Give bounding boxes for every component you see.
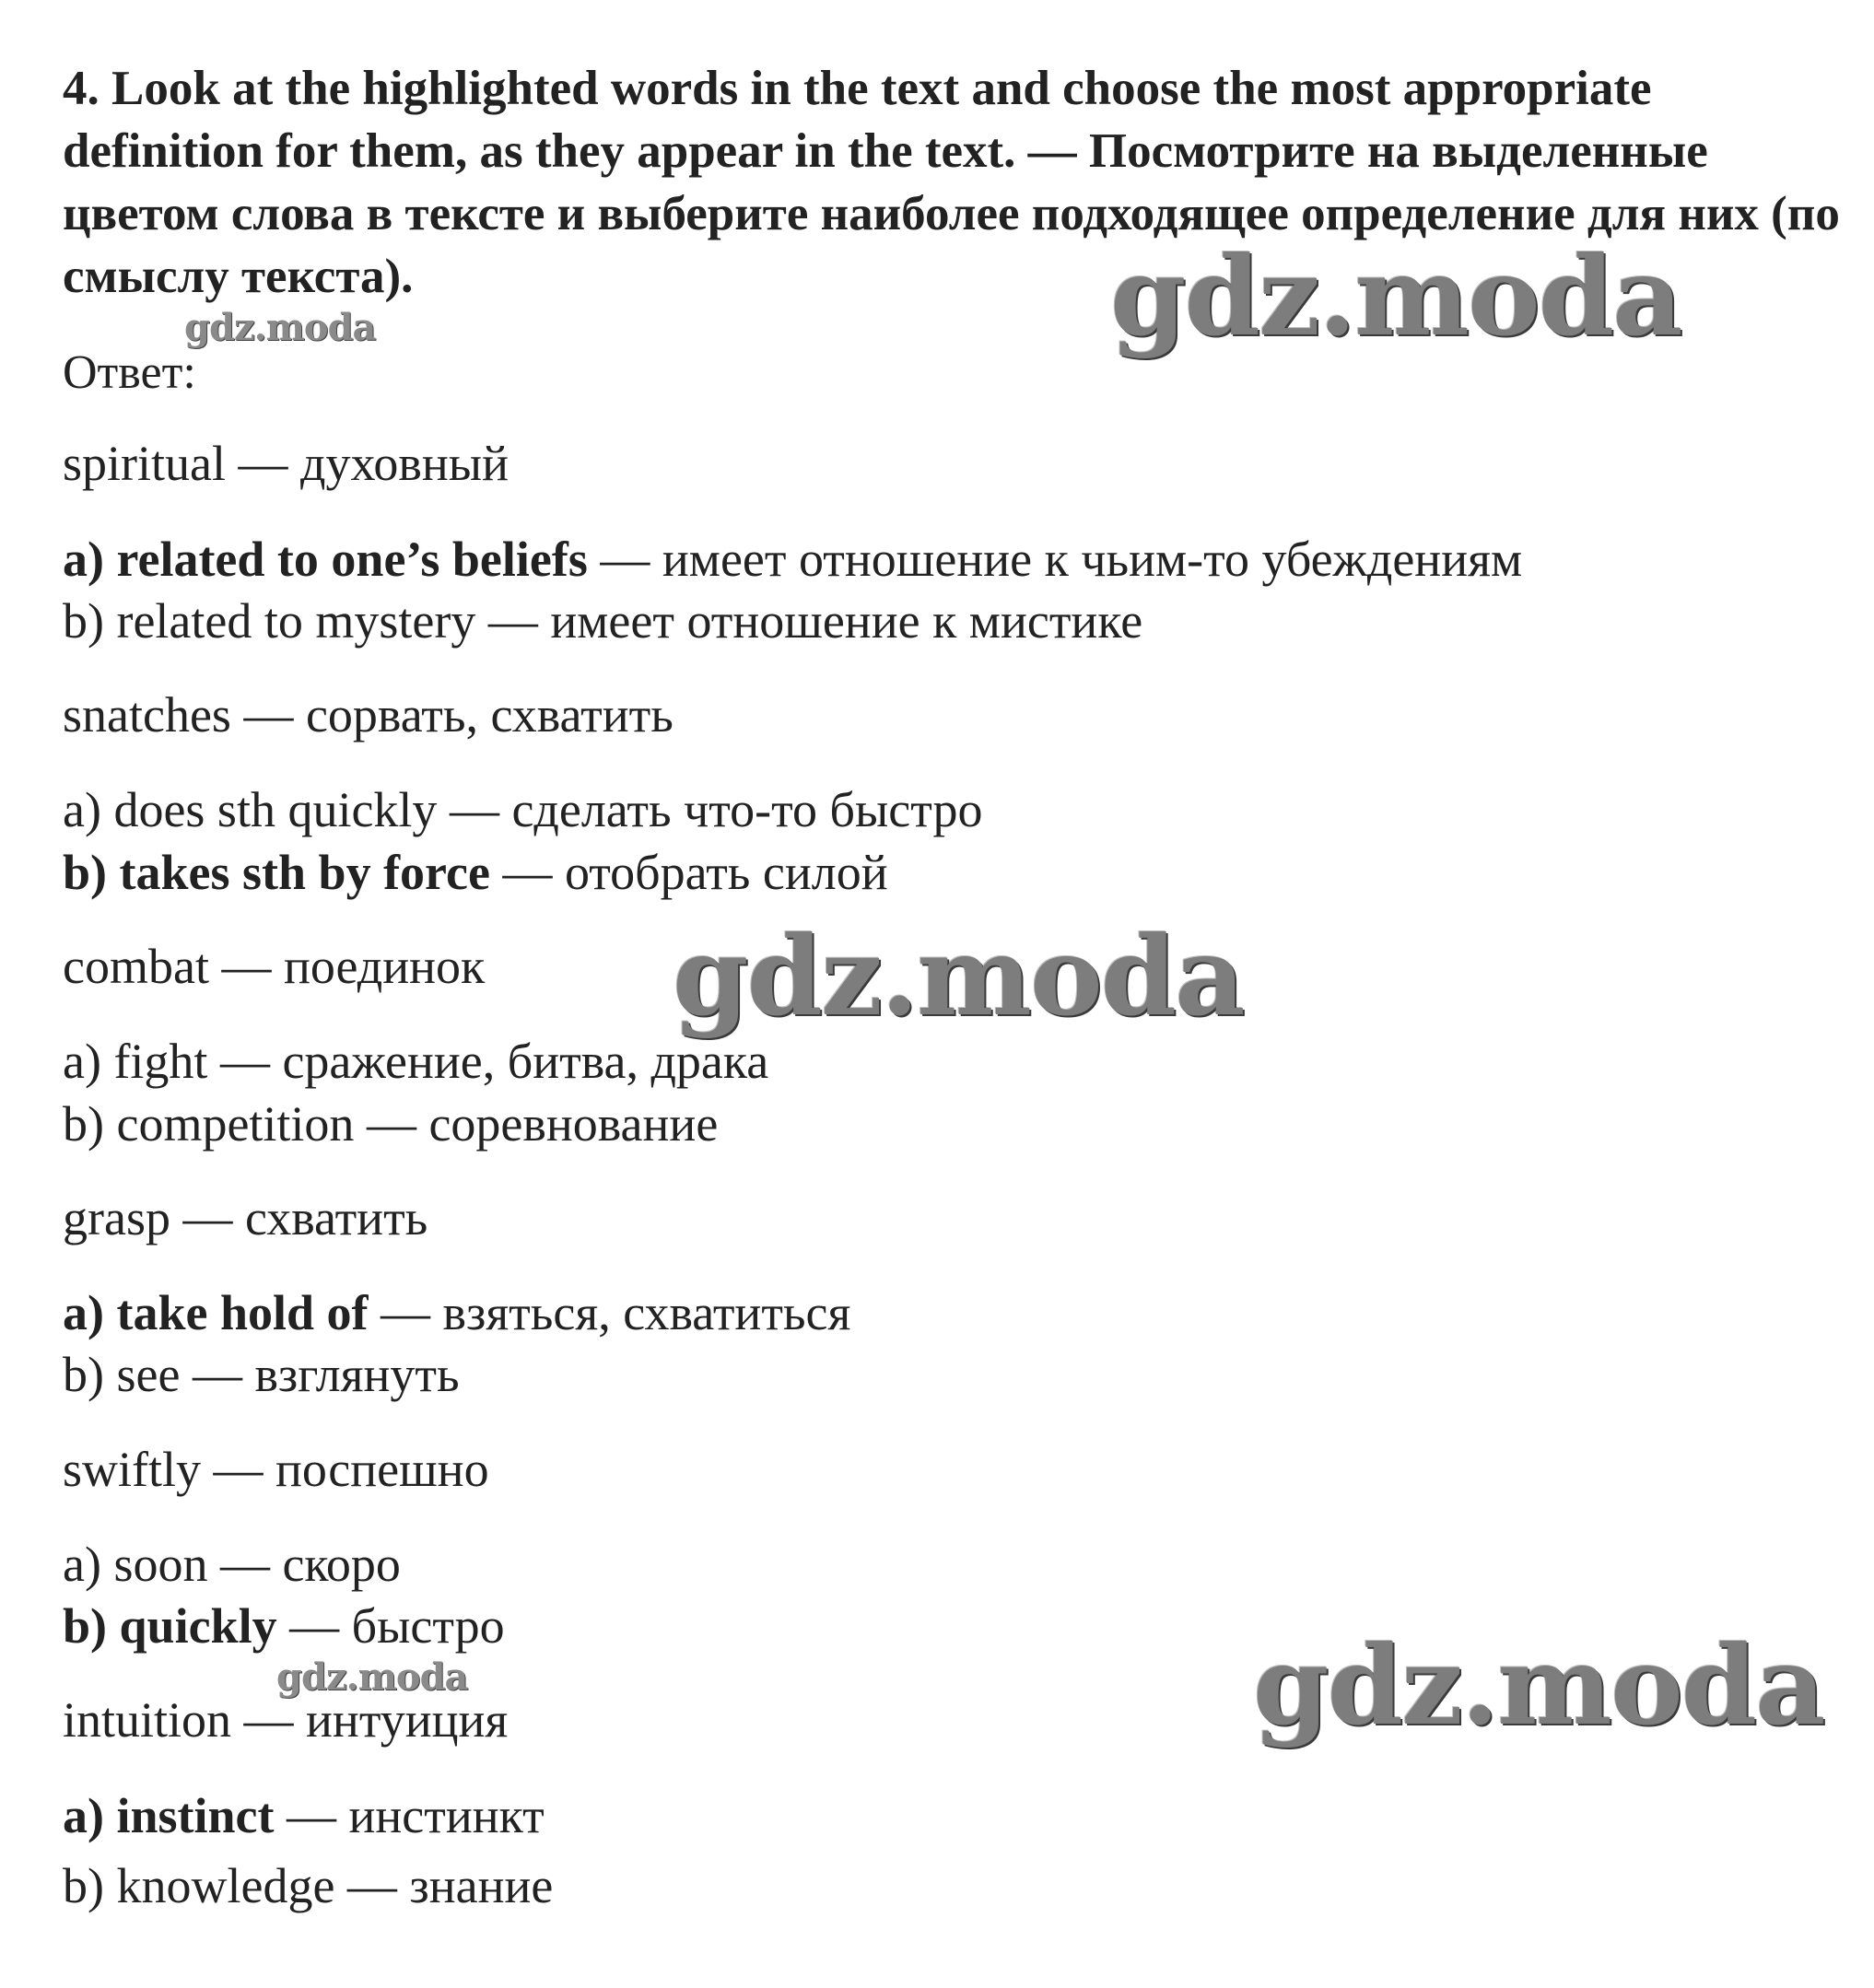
word-translation: — духовный: [225, 436, 509, 491]
option-line: [63, 844, 888, 901]
option-line: [63, 1284, 850, 1341]
word-translation: — поспешно: [201, 1442, 489, 1497]
word-term: snatches: [63, 687, 231, 743]
option-translation: — отобрать силой: [489, 845, 888, 900]
option-translation: — быстро: [276, 1598, 505, 1654]
option-line: [63, 1033, 768, 1090]
option-line: [63, 1536, 401, 1593]
word-term: intuition: [63, 1692, 232, 1748]
task-title: 4. Look at the highlighted words in the text and choose the most appropriate definition for them, as they appear in the text. — Посмотрите на выделенные цветом слова в тексте и выберите наиболее подходящее определение для них (по смыслу текста).: [63, 62, 1840, 303]
option-term: b) related to mystery: [63, 593, 476, 649]
option-translation: — соревнование: [354, 1096, 719, 1152]
option-term: a) related to one’s beliefs: [63, 532, 588, 587]
option-term: b) quickly: [63, 1598, 277, 1654]
entry-word: [63, 1441, 489, 1498]
word-translation: — схватить: [170, 1190, 428, 1245]
option-line: [63, 1346, 460, 1403]
option-translation: — имеет отношение к мистике: [475, 593, 1143, 649]
watermark: gdz.moda: [184, 306, 376, 349]
watermark: gdz.moda: [673, 912, 1244, 1040]
watermark: gdz.moda: [1110, 232, 1681, 360]
option-term: b) competition: [63, 1096, 355, 1152]
option-term: a) fight: [63, 1034, 208, 1089]
word-term: grasp: [63, 1190, 170, 1245]
option-translation: — сделать что-то быстро: [437, 782, 983, 837]
option-line: [63, 1857, 553, 1914]
option-term: a) take hold of: [63, 1285, 369, 1340]
word-translation: — сорвать, схватить: [230, 687, 673, 743]
answer-label: Ответ:: [63, 346, 196, 399]
entry-word: [63, 1691, 508, 1748]
option-term: a) instinct: [63, 1788, 275, 1843]
word-translation: — интуиция: [231, 1692, 509, 1748]
option-term: b) see: [63, 1347, 181, 1402]
entry-word: [63, 1189, 428, 1246]
option-line: [63, 1597, 505, 1655]
option-term: b) knowledge: [63, 1858, 335, 1913]
word-term: combat: [63, 939, 209, 994]
word-term: swiftly: [63, 1442, 202, 1497]
option-translation: — взяться, схватиться: [368, 1285, 851, 1340]
option-translation: — знание: [334, 1858, 554, 1913]
option-term: a) does sth quickly: [63, 782, 438, 837]
option-line: [63, 1095, 718, 1152]
entry-word: [63, 435, 509, 492]
watermark: gdz.moda: [1253, 1621, 1824, 1749]
entry-word: [63, 686, 673, 743]
option-term: a) soon: [63, 1537, 208, 1592]
word-term: spiritual: [63, 436, 226, 491]
word-translation: — поединок: [208, 939, 486, 994]
option-translation: — скоро: [207, 1537, 401, 1592]
option-translation: — сражение, битва, драка: [207, 1034, 769, 1089]
option-line: [63, 1787, 545, 1844]
option-term: b) takes sth by force: [63, 845, 490, 900]
option-translation: — взглянуть: [180, 1347, 460, 1402]
option-translation: — инстинкт: [274, 1788, 545, 1843]
entry-word: [63, 938, 485, 995]
option-translation: — имеет отношение к чьим-то убеждениям: [587, 532, 1523, 587]
option-line: [63, 592, 1142, 649]
watermark: gdz.moda: [276, 1655, 468, 1699]
option-line: [63, 531, 1522, 588]
option-line: [63, 781, 983, 838]
